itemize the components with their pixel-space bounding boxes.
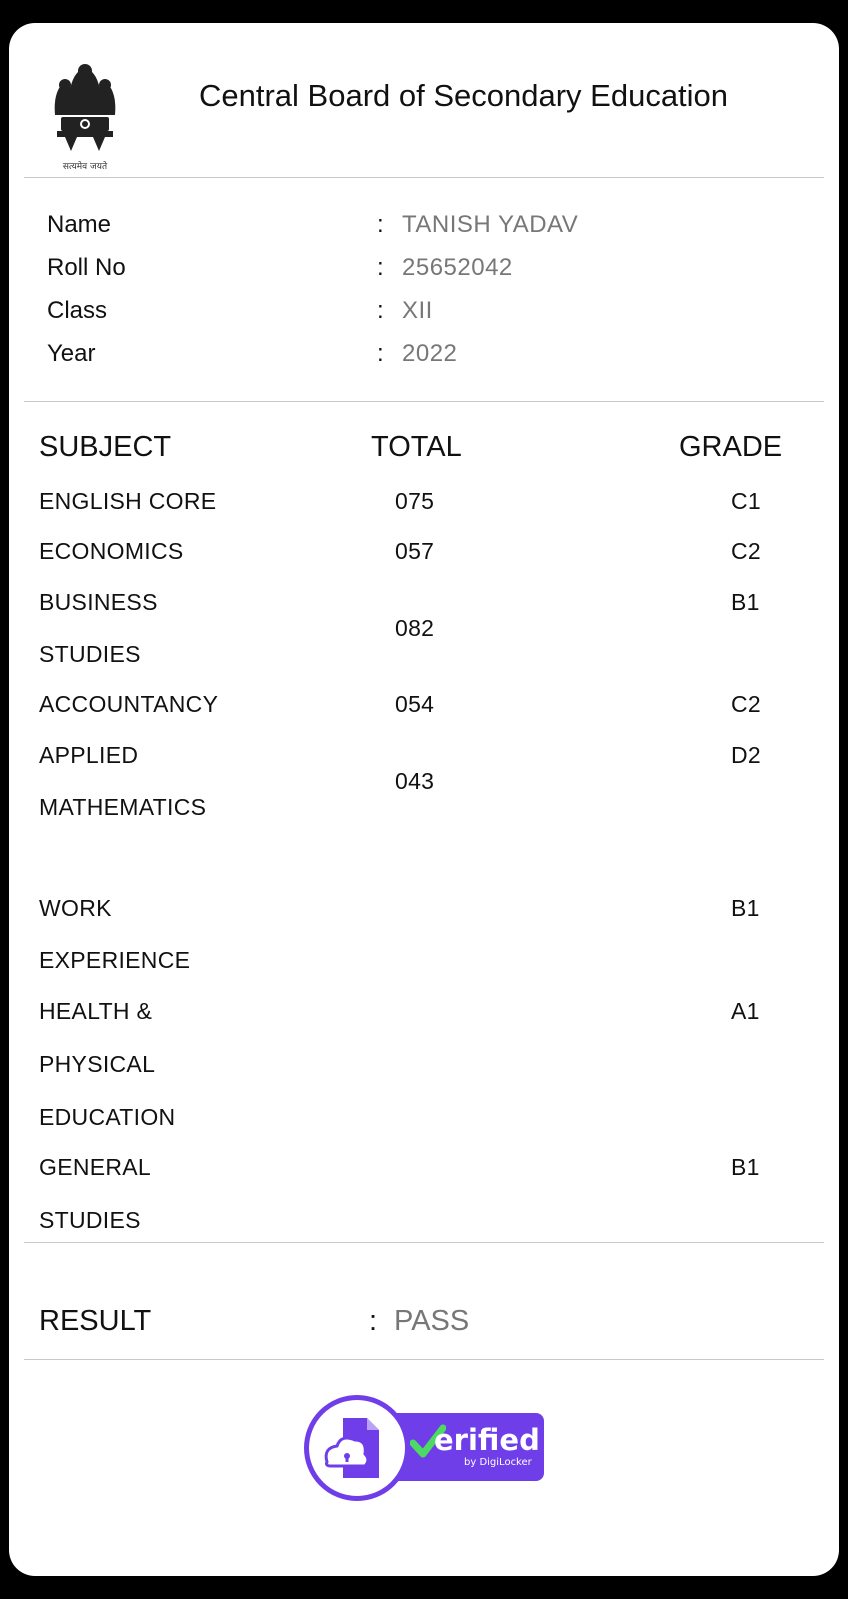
info-value: XII	[402, 297, 433, 324]
subject-name: GENERAL	[39, 1154, 152, 1180]
board-title: Central Board of Secondary Education	[199, 78, 729, 113]
national-emblem-icon	[47, 55, 123, 175]
info-row-year	[47, 340, 807, 380]
header-total: TOTAL	[371, 431, 462, 463]
badge-circle	[304, 1395, 410, 1501]
info-label: Roll No	[47, 254, 126, 281]
result-label: RESULT	[39, 1305, 152, 1337]
subject-name: APPLIED	[39, 742, 139, 768]
subject-total: 054	[395, 691, 435, 717]
info-value: 25652042	[402, 254, 513, 281]
subject-name: BUSINESS	[39, 589, 158, 615]
info-value: TANISH YADAV	[402, 211, 579, 238]
subject-grade: C1	[731, 488, 762, 514]
digilocker-verified-badge	[304, 1395, 554, 1499]
info-colon: :	[377, 340, 384, 367]
subject-name: STUDIES	[39, 641, 141, 667]
info-label: Class	[47, 297, 108, 324]
marksheet-card	[9, 23, 839, 1576]
subject-grade: B1	[731, 1154, 760, 1180]
info-colon: :	[377, 254, 384, 281]
header-subject: SUBJECT	[39, 431, 172, 463]
subject-total: 043	[395, 768, 435, 794]
subject-grade: D2	[731, 742, 762, 768]
subject-name: PHYSICAL	[39, 1051, 156, 1077]
divider-table	[24, 1242, 824, 1243]
subject-total: 057	[395, 538, 435, 564]
badge-verified-text: erified	[434, 1423, 540, 1457]
subject-name: HEALTH &	[39, 998, 153, 1024]
result-value: PASS	[394, 1305, 470, 1337]
divider-top	[24, 177, 824, 178]
subject-name: ACCOUNTANCY	[39, 691, 219, 717]
subject-grade: B1	[731, 895, 760, 921]
subject-name: EXPERIENCE	[39, 947, 191, 973]
subject-total: 075	[395, 488, 435, 514]
divider-info	[24, 401, 824, 402]
badge-sub-text: by DigiLocker	[464, 1457, 532, 1468]
divider-result	[24, 1359, 824, 1360]
info-label: Name	[47, 211, 112, 238]
emblem-caption: सत्यमेव जयते	[62, 162, 108, 172]
document-lock-icon	[309, 1400, 405, 1496]
subject-name: EDUCATION	[39, 1104, 176, 1130]
subject-grade: A1	[731, 998, 760, 1024]
info-label: Year	[47, 340, 96, 367]
subject-grade: B1	[731, 589, 760, 615]
info-row-name	[47, 211, 807, 251]
subject-grade: C2	[731, 691, 762, 717]
subject-name: ECONOMICS	[39, 538, 184, 564]
header-grade: GRADE	[679, 431, 783, 463]
subject-name: WORK	[39, 895, 112, 921]
subject-total: 082	[395, 615, 435, 641]
info-value: 2022	[402, 340, 458, 367]
subject-name: STUDIES	[39, 1207, 141, 1233]
info-colon: :	[377, 211, 384, 238]
info-row-roll	[47, 254, 807, 294]
subject-name: MATHEMATICS	[39, 794, 207, 820]
subject-name: ENGLISH CORE	[39, 488, 217, 514]
info-colon: :	[377, 297, 384, 324]
subject-grade: C2	[731, 538, 762, 564]
result-colon: :	[369, 1305, 378, 1337]
info-row-class	[47, 297, 807, 337]
